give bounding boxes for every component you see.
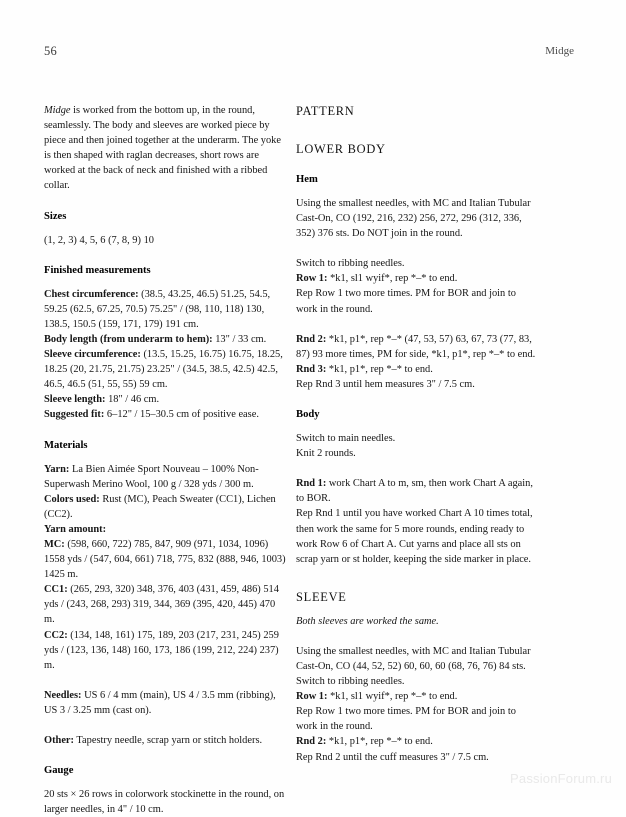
sleeve-note: Both sleeves are worked the same. xyxy=(296,615,439,627)
sleeve-row-1-label: Row 1: xyxy=(296,691,328,703)
materials-cc1 xyxy=(44,582,286,627)
hem-row-1 xyxy=(296,271,538,286)
materials-mc xyxy=(44,537,286,582)
materials-mc-value: (598, 660, 722) 785, 847, 909 (971, 1034, 1096) 1558 yds / (547, 604, 661) 718, 775, 832 (888, 946, 1003) 1425 m. xyxy=(44,538,286,581)
sleeve-rep-rnd-2: Rep Rnd 2 until the cuff measures 3" / 7.5 cm. xyxy=(296,751,489,763)
hem-row-1-label: Row 1: xyxy=(296,273,328,285)
materials-yarn-label: Yarn: xyxy=(44,463,70,475)
body-knit-rounds: Knit 2 rounds. xyxy=(296,448,356,460)
sleeve-rnd-2 xyxy=(296,734,538,749)
intro-text: is worked from the bottom up, in the round, seamlessly. The body and sleeves are worked piece by piece and then joined together at the underarm. The yoke is then shaped with raglan decreases, short rows are worked at the back of neck and finished with a ribbed collar. xyxy=(44,105,281,192)
page-number: 56 xyxy=(44,44,58,58)
materials-yarn xyxy=(44,462,286,492)
materials-other-value: Tapestry needle, scrap yarn or stitch holders. xyxy=(74,735,263,746)
gauge-text: 20 sts × 26 rows in colorwork stockinette in the round, on larger needles, in 4" / 10 cm. xyxy=(44,789,285,816)
sizes-list: (1, 2, 3) 4, 5, 6 (7, 8, 9) 10 xyxy=(44,234,154,246)
left-column xyxy=(44,103,286,817)
materials-colors-value: Rust (MC), Peach Sweater (CC1), Lichen (CC2). xyxy=(44,493,276,520)
measurement-sleeve-length-label: Sleeve length: xyxy=(44,394,106,406)
sleeve-rnd-2-value: *k1, p1*, rep *–* to end. xyxy=(326,736,433,748)
materials-colors-label: Colors used: xyxy=(44,493,100,505)
body-rnd-1-value: work Chart A to m, sm, then work Chart A again, to BOR. xyxy=(296,478,533,505)
hem-rep-row-1: Rep Row 1 two more times. PM for BOR and join to work in the round. xyxy=(296,288,516,315)
heading-hem: Hem xyxy=(296,174,318,185)
materials-yarn-value: La Bien Aimée Sport Nouveau – 100% Non-Superwash Merino Wool, 100 g / 328 yds / 300 m. xyxy=(44,463,259,490)
intro-paragraph xyxy=(44,103,286,194)
measurement-sleeve-length-value: 18" / 46 cm. xyxy=(105,394,160,406)
sleeve-row-1-value: *k1, sl1 wyif*, rep *–* to end. xyxy=(327,691,458,703)
hem-rnd-2-label: Rnd 2: xyxy=(296,333,327,345)
running-head xyxy=(44,44,582,64)
hem-rnd-2-value: *k1, p1*, rep *–* (47, 53, 57) 63, 67, 73 (77, 83, 87) 93 more times, PM for side, *k1, p1*, rep *–* to end. xyxy=(296,333,536,360)
measurement-sleeve-circumference xyxy=(44,347,286,392)
hem-cast-on-paragraph: Using the smallest needles, with MC and Italian Tubular Cast-On, CO (192, 216, 232) 256, 272, 296 (312, 336, 352) 376 sts. Do NOT join in the round. xyxy=(296,198,531,240)
heading-finished-measurements: Finished measurements xyxy=(44,264,151,276)
measurement-chest-value: (38.5, 43.25, 46.5) 51.25, 54.5, 59.25 (62.5, 67.25, 70.5) 75.25" / (98, 110, 118) 130, 138.5, 150.5 (159, 171, 179) 191 cm. xyxy=(44,288,271,330)
sleeve-cast-on-paragraph: Using the smallest needles, with MC and Italian Tubular Cast-On, CO (44, 52, 52) 60, 60, 60 (68, 76, 76) 84 sts. xyxy=(296,645,531,672)
measurement-suggested-fit-label: Suggested fit: xyxy=(44,409,105,421)
sleeve-rnd-2-label: Rnd 2: xyxy=(296,736,327,748)
body-rnd-1-label: Rnd 1: xyxy=(296,478,327,490)
heading-materials: Materials xyxy=(44,439,88,451)
site-watermark: PassionForum.ru xyxy=(510,771,612,786)
intro-lead-italic: Midge xyxy=(44,105,71,116)
sleeve-row-1 xyxy=(296,689,538,704)
materials-needles xyxy=(44,688,286,718)
hem-rnd-3 xyxy=(296,362,538,377)
materials-needles-value: US 6 / 4 mm (main), US 4 / 3.5 mm (ribbing), US 3 / 3.25 mm (cast on). xyxy=(44,689,276,716)
measurement-chest-label: Chest circumference: xyxy=(44,288,139,300)
heading-pattern: PATTERN xyxy=(296,104,355,118)
hem-rnd-2 xyxy=(296,332,538,362)
materials-mc-label: MC: xyxy=(44,538,65,550)
measurement-suggested-fit xyxy=(44,407,286,422)
measurement-sleeve-length xyxy=(44,392,286,407)
materials-yarn-amount xyxy=(44,522,286,537)
materials-cc2-value: (134, 148, 161) 175, 189, 203 (217, 231, 245) 259 yds / (123, 136, 148) 160, 173, 186 (199, 212, 224) 237) m. xyxy=(44,629,279,671)
materials-cc1-label: CC1: xyxy=(44,584,68,596)
body-rnd-1 xyxy=(296,476,538,506)
measurement-body-length-value: 13" / 33 cm. xyxy=(212,333,267,345)
body-rep-rnd-1: Rep Rnd 1 until you have worked Chart A 10 times total, then work the same for 5 more rounds, ending ready to work Row 6 of Chart A. Cut yarns and place all sts on scrap yarn or st holder, keeping the side marker in place. xyxy=(296,508,533,565)
measurement-suggested-fit-value: 6–12" / 15–30.5 cm of positive ease. xyxy=(104,409,259,421)
hem-switch-needles: Switch to ribbing needles. xyxy=(296,258,405,270)
hem-rep-rnd-3: Rep Rnd 3 until hem measures 3" / 7.5 cm. xyxy=(296,378,475,390)
materials-yarn-amount-label: Yarn amount: xyxy=(44,523,107,535)
heading-body: Body xyxy=(296,409,320,421)
sleeve-switch-needles: Switch to ribbing needles. xyxy=(296,676,405,688)
materials-other xyxy=(44,733,286,748)
sleeve-rep-row-1: Rep Row 1 two more times. PM for BOR and join to work in the round. xyxy=(296,706,516,733)
heading-gauge: Gauge xyxy=(44,765,74,777)
measurement-sleeve-circumference-value: (13.5, 15.25, 16.75) 16.75, 18.25, 18.25 (20, 21.75, 21.75) 23.25" / (34.5, 38.5, 42.5) 42.5, 46.5, 46.5 (51, 55, 55) 59 cm. xyxy=(44,349,283,391)
running-title: Midge xyxy=(545,45,574,57)
hem-rnd-3-label: Rnd 3: xyxy=(296,363,327,375)
materials-cc2 xyxy=(44,628,286,673)
materials-cc2-label: CC2: xyxy=(44,629,68,641)
body-switch-needles: Switch to main needles. xyxy=(296,433,396,445)
hem-rnd-3-value: *k1, p1*, rep *–* to end. xyxy=(326,363,433,375)
right-column xyxy=(296,103,538,765)
materials-cc1-value: (265, 293, 320) 348, 376, 403 (431, 459, 486) 514 yds / (243, 268, 293) 319, 344, 369 (395, 420, 445) 470 m. xyxy=(44,584,279,626)
materials-colors xyxy=(44,492,286,522)
heading-sleeve: SLEEVE xyxy=(296,589,347,604)
measurement-sleeve-circumference-label: Sleeve circumference: xyxy=(44,349,141,361)
materials-other-label: Other: xyxy=(44,735,75,746)
measurement-body-length-label: Body length (from underarm to hem): xyxy=(44,333,213,345)
heading-sizes: Sizes xyxy=(44,210,67,222)
heading-lower-body: LOWER BODY xyxy=(296,142,386,156)
materials-needles-label: Needles: xyxy=(44,689,82,701)
hem-row-1-value: *k1, sl1 wyif*, rep *–* to end. xyxy=(327,273,458,285)
measurement-chest xyxy=(44,287,286,332)
measurement-body-length xyxy=(44,332,286,347)
